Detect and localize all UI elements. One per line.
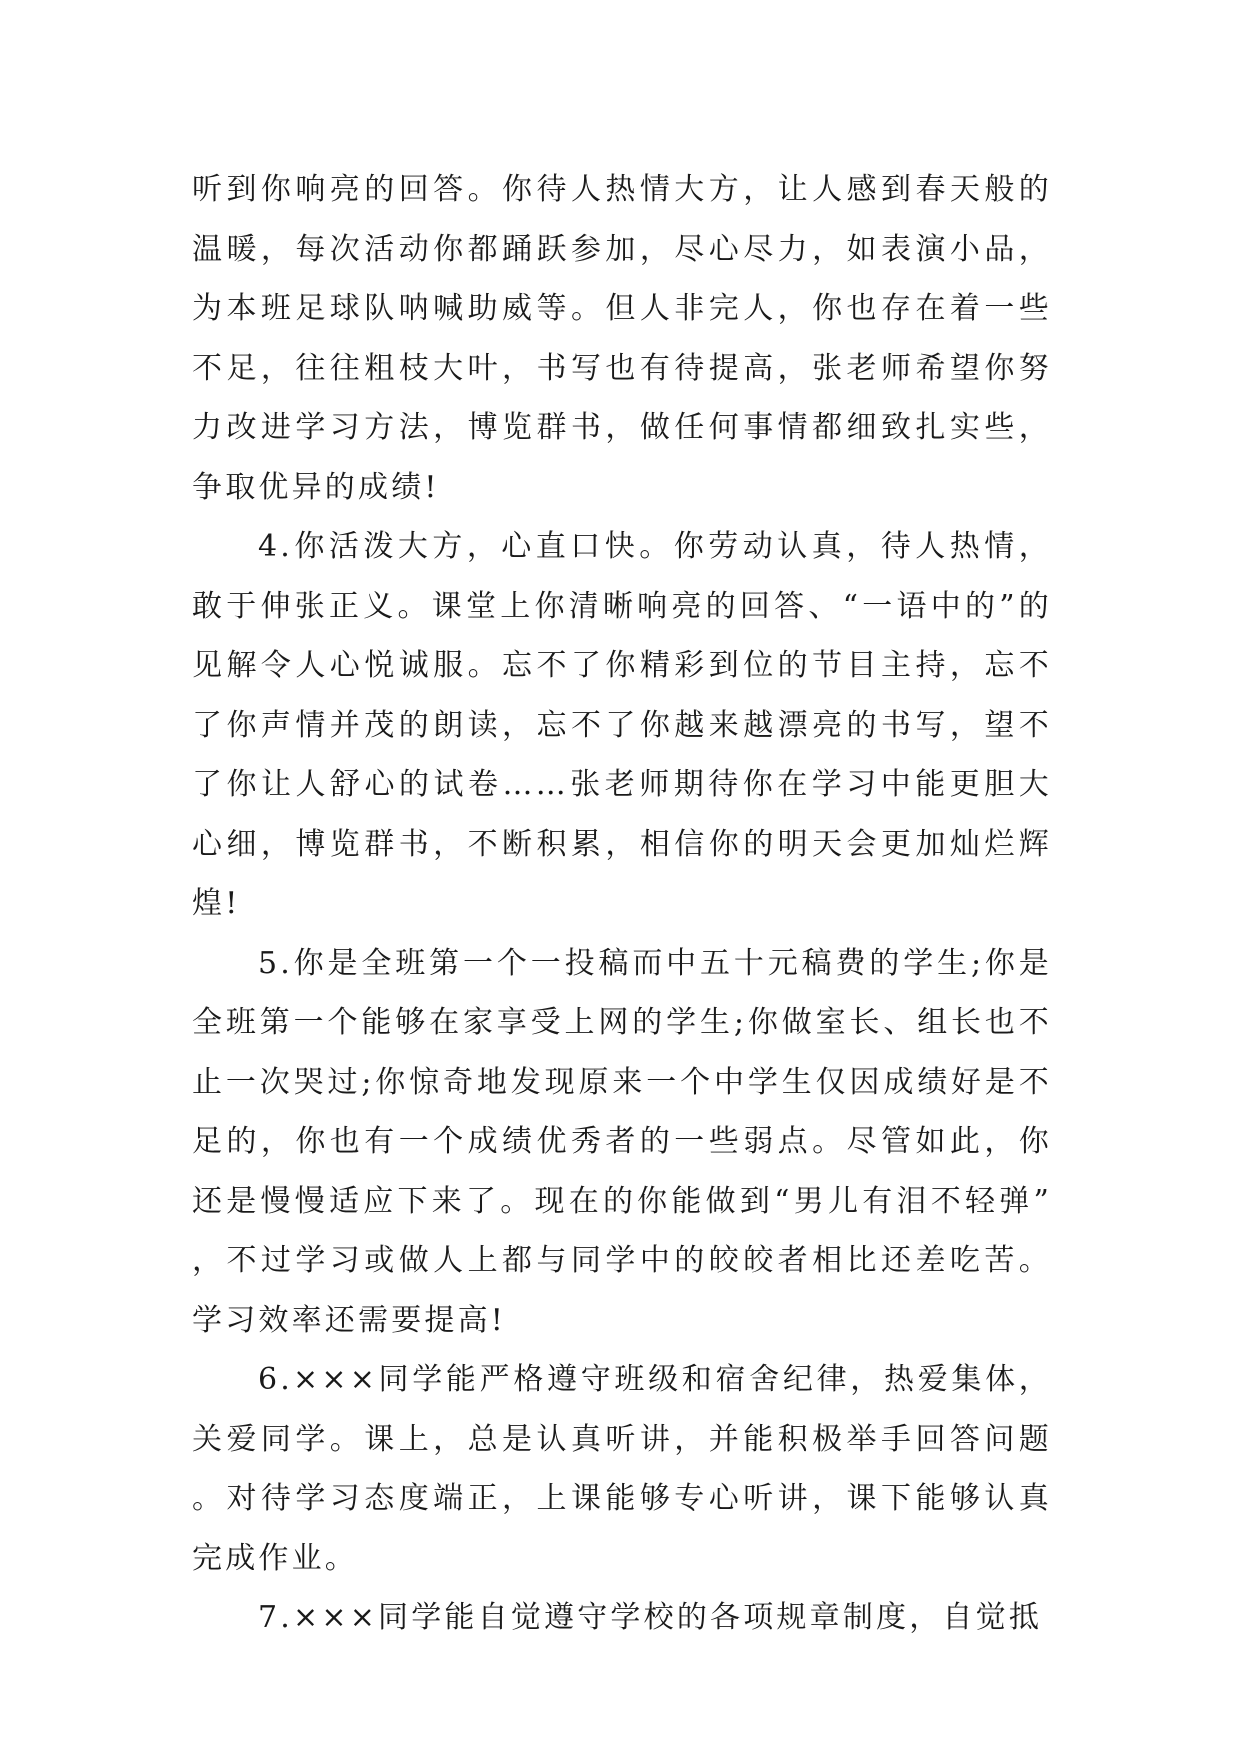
- paragraph-comment-4: 4.你活泼大方，心直口快。你劳动认真，待人热情，敢于伸张正义。课堂上你清晰响亮的回答、“一语中的”的见解令人心悦诚服。忘不了你精彩到位的节目主持，忘不了你声情并茂的朗读，忘不了你越来越漂亮的书写，望不了你让人舒心的试卷……张老师期待你在学习中能更胆大心细，博览群书，不断积累，相信你的明天会更加灿烂辉煌!: [192, 529, 1052, 921]
- paragraph-comment-7: 7.×××同学能自觉遵守学校的各项规章制度，自觉抵: [258, 1600, 1043, 1635]
- document-page: [192, 160, 1052, 1648]
- paragraph-comment-5: 5.你是全班第一个一投稿而中五十元稿费的学生;你是全班第一个能够在家享受上网的学生;你做室长、组长也不止一次哭过;你惊奇地发现原来一个中学生仅因成绩好是不足的，你也有一个成绩优秀者的一些弱点。尽管如此，你还是慢慢适应下来了。现在的你能做到“男儿有泪不轻弹”，不过学习或做人上都与同学中的皎皎者相比还差吃苦。学习效率还需要提高!: [192, 945, 1052, 1338]
- paragraph-comment-6: 6.×××同学能严格遵守班级和宿舍纪律，热爱集体，关爱同学。课上，总是认真听讲，并能积极举手回答问题。对待学习态度端正，上课能够专心听讲，课下能够认真完成作业。: [192, 1362, 1052, 1576]
- paragraph-continued: 听到你响亮的回答。你待人热情大方，让人感到春天般的温暖，每次活动你都踊跃参加，尽心尽力，如表演小品，为本班足球队呐喊助威等。但人非完人，你也存在着一些不足，往往粗枝大叶，书写也有待提高，张老师希望你努力改进学习方法，博览群书，做任何事情都细致扎实些，争取优异的成绩!: [192, 172, 1052, 505]
